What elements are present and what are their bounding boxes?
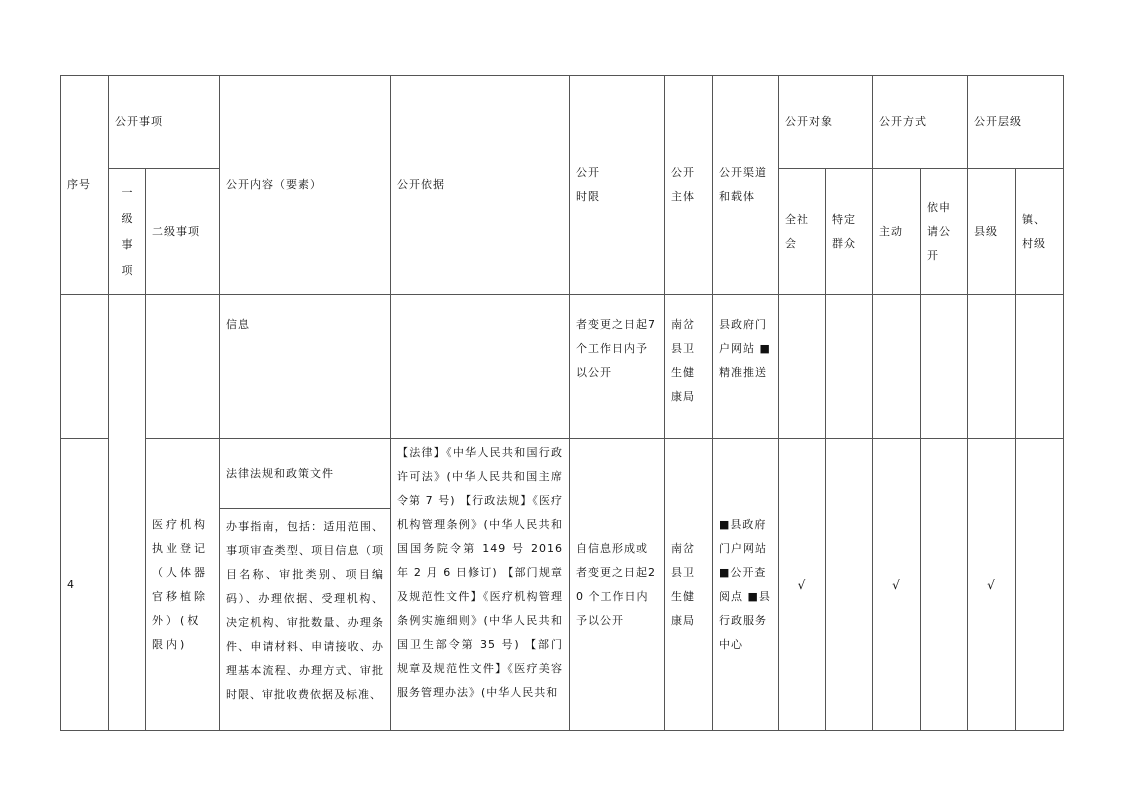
header-item: 公开事项 bbox=[109, 76, 220, 169]
header-time-limit bbox=[570, 76, 665, 295]
cell-target-all-check: √ bbox=[779, 439, 826, 731]
header-level-town: 镇、村级 bbox=[1016, 169, 1064, 295]
cell-target-all-empty bbox=[779, 295, 826, 439]
cell-method-apply-empty bbox=[921, 439, 968, 731]
header-level: 公开层级 bbox=[968, 76, 1064, 169]
cell-content: 信息 bbox=[220, 295, 391, 439]
header-method-active: 主动 bbox=[873, 169, 921, 295]
cell-target-specific-empty bbox=[826, 439, 873, 731]
header-time-limit-line2: 时限 bbox=[576, 190, 600, 203]
cell-basis: 【法律】《中华人民共和国行政许可法》(中华人民共和国主席令第 7 号) 【行政法规】《医疗机构管理条例》(中华人民共和国国务院令第 149 号 2016 年 2 月 6 日修订) 【部门规章及规范性文件】《医疗机构管理条例实施细则》(中华人民共和国卫生部令第 35 号) 【部门规章及规范性文件】《医疗美容服务管理办法》(中华人民共和 bbox=[391, 439, 570, 731]
header-basis: 公开依据 bbox=[391, 76, 570, 295]
header-seq: 序号 bbox=[61, 76, 109, 295]
header-target: 公开对象 bbox=[779, 76, 873, 169]
header-level2: 二级事项 bbox=[146, 169, 220, 295]
cell-level2: 医疗机构执业登记（人体器官移植除外）(权限内) bbox=[146, 439, 220, 731]
cell-content-a: 法律法规和政策文件 bbox=[220, 439, 391, 509]
cell-channel: 县政府门户网站 ■精准推送 bbox=[713, 295, 779, 439]
cell-method-apply-empty bbox=[921, 295, 968, 439]
cell-level-county-empty bbox=[968, 295, 1016, 439]
cell-method-active-check: √ bbox=[873, 439, 921, 731]
header-row-1 bbox=[61, 76, 1064, 169]
header-target-all: 全社会 bbox=[779, 169, 826, 295]
cell-time-limit: 者变更之日起7 个工作日内予以公开 bbox=[570, 295, 665, 439]
cell-method-active-empty bbox=[873, 295, 921, 439]
header-target-specific: 特定群众 bbox=[826, 169, 873, 295]
header-time-limit-line1: 公开 bbox=[576, 166, 600, 179]
cell-level2-empty bbox=[146, 295, 220, 439]
cell-target-specific-empty bbox=[826, 295, 873, 439]
header-level-county: 县级 bbox=[968, 169, 1016, 295]
cell-seq-empty bbox=[61, 295, 109, 439]
cell-basis-empty bbox=[391, 295, 570, 439]
header-method-apply: 依申请公开 bbox=[921, 169, 968, 295]
header-method: 公开方式 bbox=[873, 76, 968, 169]
table-row bbox=[61, 439, 1064, 509]
header-subject: 公开主体 bbox=[665, 76, 713, 295]
disclosure-table bbox=[60, 75, 1064, 731]
table-row bbox=[61, 295, 1064, 439]
cell-channel: ■县政府门户网站 ■公开查阅点 ■县行政服务中心 bbox=[713, 439, 779, 731]
cell-subject: 南岔县卫生健康局 bbox=[665, 295, 713, 439]
cell-content-b: 办事指南，包括：适用范围、事项审查类型、项目信息（项目名称、审批类别、项目编码）、办理依据、受理机构、决定机构、审批数量、办理条件、申请材料、申请接收、办理基本流程、办理方式、审批时限、审批收费依据及标准、 bbox=[220, 509, 391, 731]
cell-level-town-empty bbox=[1016, 439, 1064, 731]
header-level1: 一级事项 bbox=[109, 169, 146, 295]
cell-level-town-empty bbox=[1016, 295, 1064, 439]
header-channel: 公开渠道和载体 bbox=[713, 76, 779, 295]
cell-seq: 4 bbox=[61, 439, 109, 731]
cell-level-county-check: √ bbox=[968, 439, 1016, 731]
header-content: 公开内容（要素） bbox=[220, 76, 391, 295]
cell-subject: 南岔县卫生健康局 bbox=[665, 439, 713, 731]
cell-level1-empty bbox=[109, 295, 146, 731]
cell-time-limit: 自信息形成或者变更之日起20 个工作日内予以公开 bbox=[570, 439, 665, 731]
